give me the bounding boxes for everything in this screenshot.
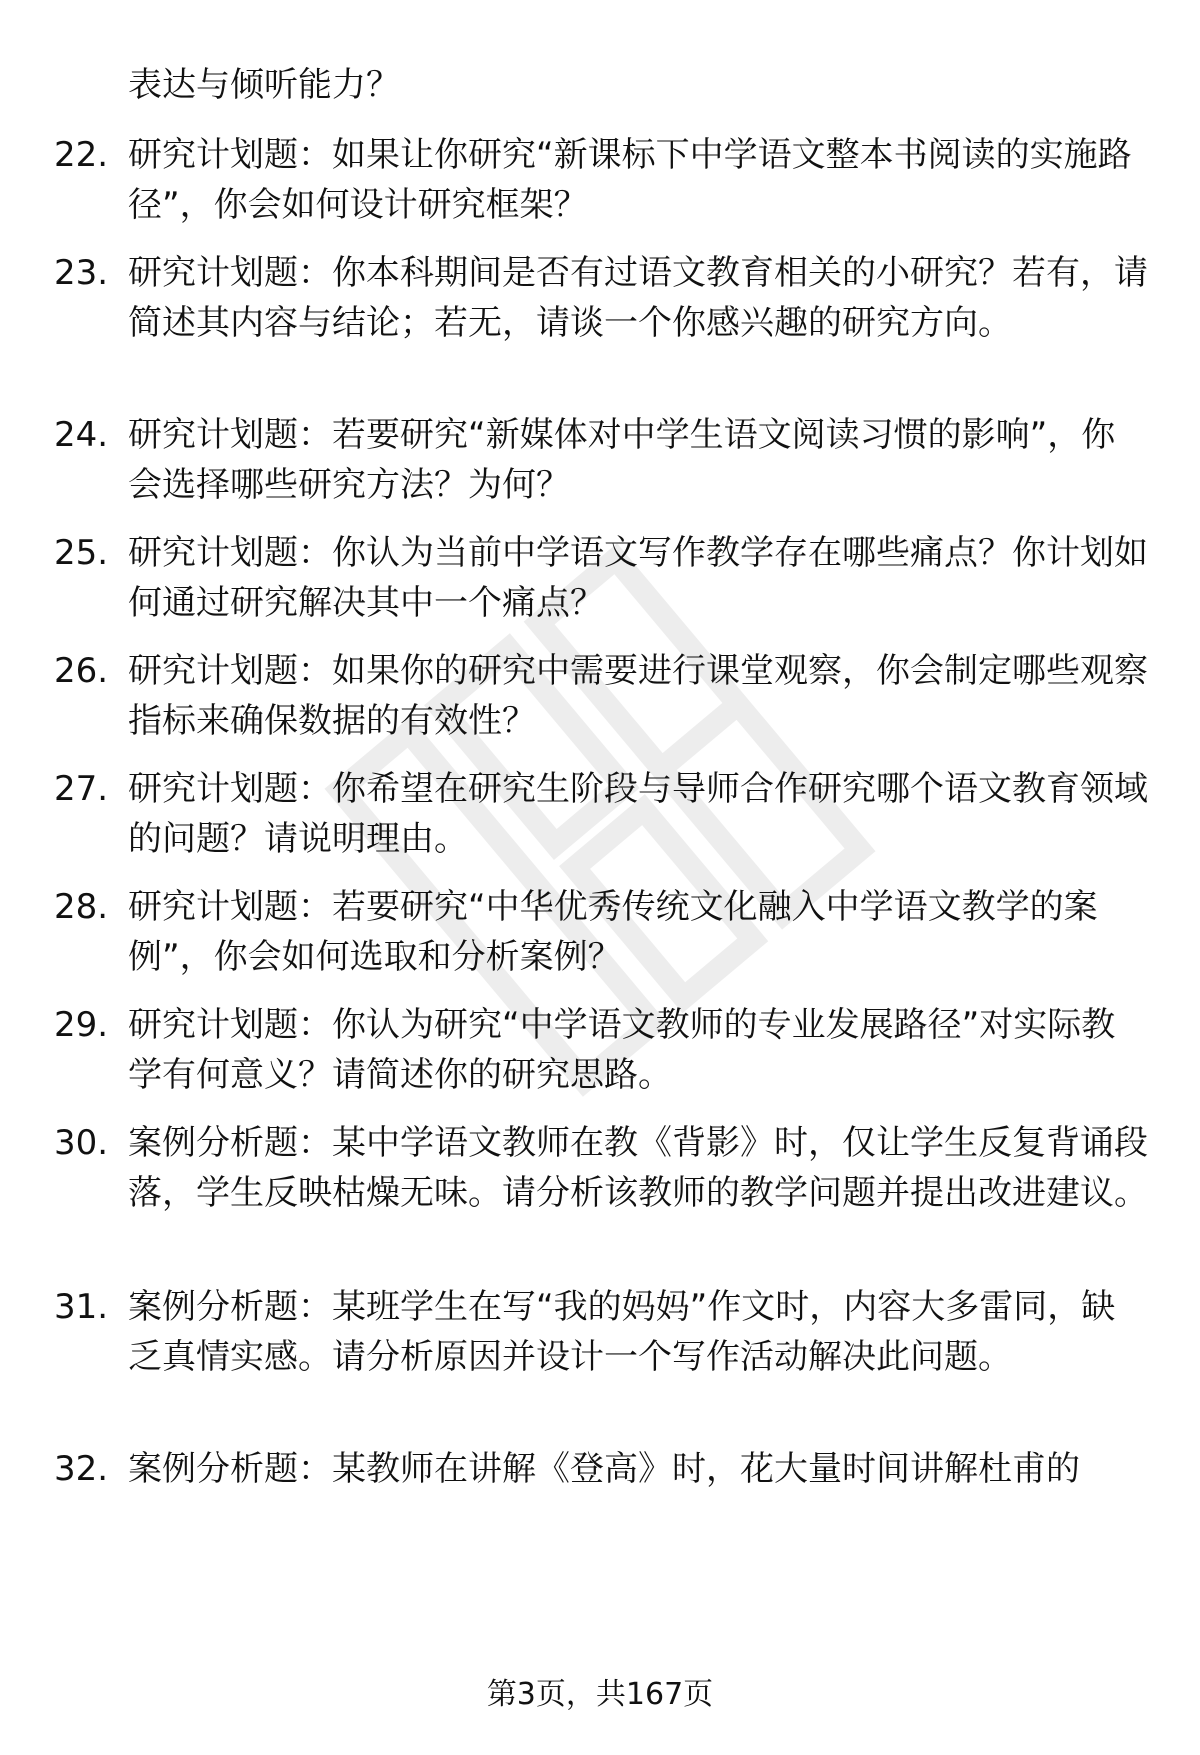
question-number: 24. <box>54 415 109 455</box>
question-item <box>54 1282 1154 1382</box>
question-text: 研究计划题：你本科期间是否有过语文教育相关的小研究？若有，请简述其内容与结论；若无，请谈一个你感兴趣的研究方向。 <box>128 253 1148 343</box>
question-text: 案例分析题：某中学语文教师在教《背影》时，仅让学生反复背诵段落，学生反映枯燥无味。请分析该教师的教学问题并提出改进建议。 <box>128 1123 1148 1213</box>
question-text: 研究计划题：你认为当前中学语文写作教学存在哪些痛点？你计划如何通过研究解决其中一个痛点？ <box>128 533 1148 623</box>
question-item <box>54 248 1154 348</box>
question-number: 25. <box>54 533 109 573</box>
question-number: 22. <box>54 135 109 175</box>
question-item <box>54 410 1154 510</box>
question-text: 研究计划题：若要研究“新媒体对中学生语文阅读习惯的影响”，你会选择哪些研究方法？为何？ <box>128 415 1116 505</box>
question-item <box>54 528 1154 628</box>
question-item <box>54 646 1154 746</box>
page-footer: 第3页，共167页 <box>486 1677 714 1712</box>
question-number: 29. <box>54 1005 109 1045</box>
continuation-text: 表达与倾听能力？ <box>128 65 400 105</box>
question-text: 研究计划题：如果你的研究中需要进行课堂观察，你会制定哪些观察指标来确保数据的有效性？ <box>128 651 1148 741</box>
question-text: 研究计划题：如果让你研究“新课标下中学语文整本书阅读的实施路径”，你会如何设计研究框架？ <box>128 135 1132 225</box>
question-item <box>54 1444 1154 1494</box>
question-number: 23. <box>54 253 109 293</box>
question-number: 32. <box>54 1449 109 1489</box>
question-item <box>54 882 1154 982</box>
question-number: 26. <box>54 651 109 691</box>
question-item <box>54 1118 1154 1218</box>
question-text: 案例分析题：某班学生在写“我的妈妈”作文时，内容大多雷同，缺乏真情实感。请分析原因并设计一个写作活动解决此问题。 <box>128 1287 1116 1377</box>
question-number: 30. <box>54 1123 109 1163</box>
question-item <box>54 130 1154 230</box>
question-text: 研究计划题：你希望在研究生阶段与导师合作研究哪个语文教育领域的问题？请说明理由。 <box>128 769 1148 859</box>
question-text: 案例分析题：某教师在讲解《登高》时，花大量时间讲解杜甫的 <box>128 1449 1080 1489</box>
question-item <box>54 764 1154 864</box>
question-number: 27. <box>54 769 109 809</box>
question-number: 31. <box>54 1287 109 1327</box>
question-text: 研究计划题：若要研究“中华优秀传统文化融入中学语文教学的案例”，你会如何选取和分析案例？ <box>128 887 1098 977</box>
question-number: 28. <box>54 887 109 927</box>
question-item <box>54 1000 1154 1100</box>
question-text: 研究计划题：你认为研究“中学语文教师的专业发展路径”对实际教学有何意义？请简述你的研究思路。 <box>128 1005 1116 1095</box>
